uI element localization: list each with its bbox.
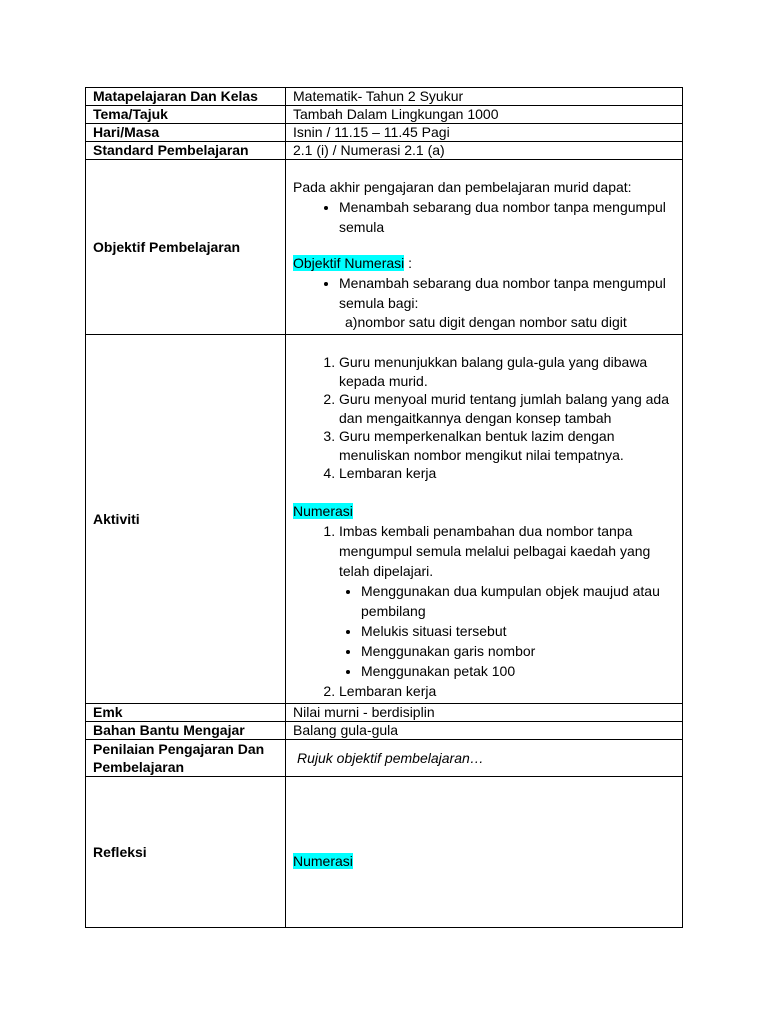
- activity-numeracy-steps: [293, 521, 675, 701]
- activity-numeracy-step: [339, 521, 675, 681]
- topic-label: Tema/Tajuk: [86, 106, 286, 124]
- activity-numeracy-sub-bullet: • Menggunakan dua kumpulan objek maujud atau pembilang: [361, 581, 675, 621]
- activity-steps: [293, 353, 675, 483]
- activity-step: 1. Guru menunjukkan balang gula-gula yang dibawa kepada murid.: [339, 353, 675, 390]
- objective-numeracy-bullet: • Menambah sebarang dua nombor tanpa mengumpul semula bagi:: [339, 273, 675, 313]
- subject-label: Matapelajaran Dan Kelas: [86, 88, 286, 106]
- objective-intro: Pada akhir pengajaran dan pembelajaran murid dapat:: [293, 179, 632, 195]
- objective-numeracy-heading: Objektif Numerasi: [293, 255, 405, 271]
- row-objective: [86, 160, 683, 335]
- day-label: Hari/Masa: [86, 124, 286, 142]
- reflection-numeracy-heading: Numerasi: [293, 853, 353, 869]
- objective-bullets: [293, 197, 675, 237]
- topic-value: Tambah Dalam Lingkungan 1000: [286, 106, 683, 124]
- day-value: Isnin / 11.15 – 11.45 Pagi: [286, 124, 683, 142]
- row-topic: [86, 106, 683, 124]
- row-aids: [86, 722, 683, 740]
- activity-numeracy-sub-bullet: • Melukis situasi tersebut: [361, 621, 675, 641]
- row-assessment: [86, 740, 683, 777]
- row-day: [86, 124, 683, 142]
- assessment-value: Rujuk objektif pembelajaran…: [286, 740, 683, 777]
- activity-numeracy-step: 2. Lembaran kerja: [339, 681, 675, 701]
- reflection-cell: [286, 777, 683, 928]
- standard-value: 2.1 (i) / Numerasi 2.1 (a): [286, 142, 683, 160]
- objective-numeracy-bullets: [293, 273, 675, 313]
- emk-label: Emk: [86, 704, 286, 722]
- activity-numeracy-sub-bullet: • Menggunakan petak 100: [361, 661, 675, 681]
- lesson-plan-table: [85, 87, 683, 928]
- standard-label: Standard Pembelajaran: [86, 142, 286, 160]
- activity-numeracy-sub-bullets: [339, 581, 675, 681]
- activity-step: 3. Guru memperkenalkan bentuk lazim dengan menuliskan nombor mengikut nilai tempatnya.: [339, 427, 675, 464]
- row-reflection: [86, 777, 683, 928]
- assessment-label: Penilaian Pengajaran Dan Pembelajaran: [86, 740, 286, 777]
- row-activity: [86, 335, 683, 704]
- objective-numeracy-heading-line: [293, 253, 675, 273]
- activity-step: 4. Lembaran kerja: [339, 464, 675, 483]
- row-standard: [86, 142, 683, 160]
- activity-cell: [286, 335, 683, 704]
- subject-value: Matematik- Tahun 2 Syukur: [286, 88, 683, 106]
- objective-cell: [286, 160, 683, 335]
- activity-numeracy-sub-bullet: • Menggunakan garis nombor: [361, 641, 675, 661]
- activity-numeracy-heading-line: [293, 501, 675, 521]
- aids-label: Bahan Bantu Mengajar: [86, 722, 286, 740]
- row-subject: [86, 88, 683, 106]
- objective-numeracy-sub: a)nombor satu digit dengan nombor satu digit: [345, 314, 627, 330]
- reflection-label: Refleksi: [86, 777, 286, 928]
- activity-numeracy-heading: Numerasi: [293, 502, 353, 519]
- emk-value: Nilai murni - berdisiplin: [286, 704, 683, 722]
- activity-label: Aktiviti: [86, 335, 286, 704]
- objective-label: Objektif Pembelajaran: [86, 160, 286, 335]
- activity-step: 2. Guru menyoal murid tentang jumlah balang yang ada dan mengaitkannya dengan konsep tambah: [339, 390, 675, 427]
- aids-value: Balang gula-gula: [286, 722, 683, 740]
- objective-numeracy-colon: :: [404, 255, 413, 271]
- row-emk: [86, 704, 683, 722]
- objective-bullet: • Menambah sebarang dua nombor tanpa mengumpul semula: [339, 197, 675, 237]
- activity-numeracy-step-text: Imbas kembali penambahan dua nombor tanpa mengumpul semula melalui pelbagai kaedah yang telah dipelajari.: [339, 522, 651, 579]
